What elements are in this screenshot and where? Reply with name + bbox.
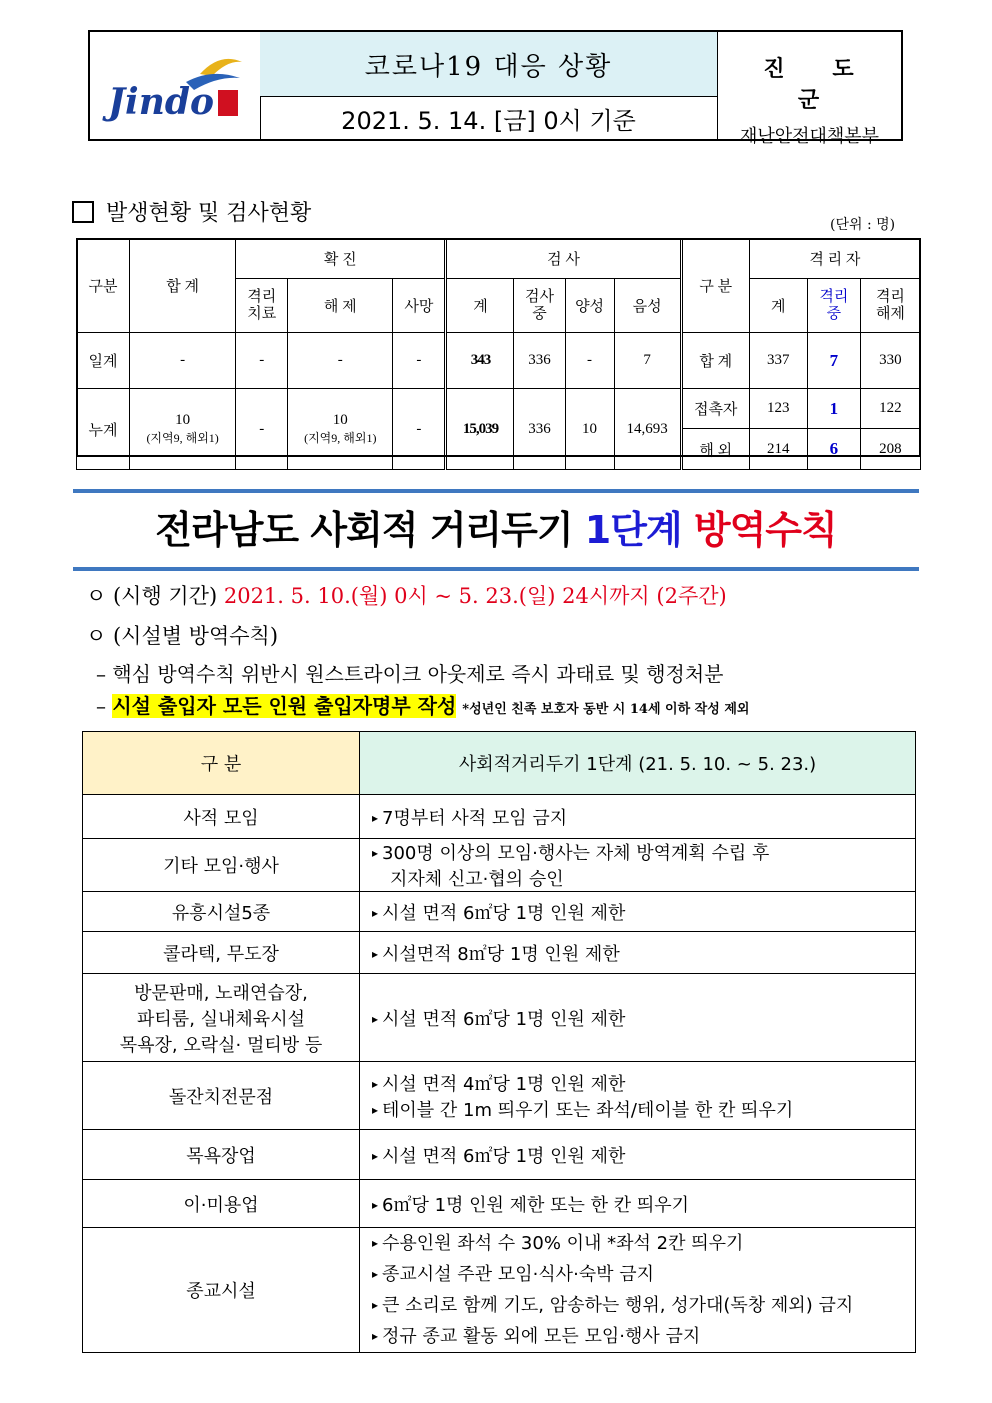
org-department: 재난안전대책본부 bbox=[739, 126, 880, 147]
header-q-total: 계 bbox=[749, 279, 807, 333]
cumulative-positive: 10 bbox=[565, 389, 614, 470]
daily-positive: - bbox=[565, 333, 614, 389]
header-quarantine: 격 리 자 bbox=[749, 239, 920, 279]
cumulative-negative: 14,693 bbox=[614, 389, 681, 470]
jindo-logo bbox=[90, 32, 261, 139]
header-total: 합 계 bbox=[130, 239, 236, 333]
q-row-total: 337 bbox=[749, 333, 807, 389]
daily-death: - bbox=[393, 333, 446, 389]
daily-negative: 7 bbox=[614, 333, 681, 389]
q-row-out: 208 bbox=[860, 429, 920, 470]
cumulative-total: 10 (지역9, 해외1) bbox=[130, 389, 236, 470]
q-row-label: 해 외 bbox=[681, 429, 749, 470]
daily-test-total: 343 bbox=[446, 333, 514, 389]
svg-text:Jindo: Jindo bbox=[108, 81, 215, 123]
header-death: 사망 bbox=[393, 279, 446, 333]
daily-total: - bbox=[130, 333, 236, 389]
q-row-in: 6 bbox=[807, 429, 860, 470]
daily-isolation: - bbox=[236, 333, 288, 389]
header-isolation: 격리 치료 bbox=[236, 279, 288, 333]
cumulative-isolation: - bbox=[236, 389, 288, 470]
rule-detail: ▸ 시설 면적 6㎡당 1명 인원 제한 bbox=[360, 1130, 916, 1180]
rules-head-left: 구 분 bbox=[83, 732, 360, 795]
rules-head-right: 사회적거리두기 1단계 (21. 5. 10. ~ 5. 23.) bbox=[360, 732, 916, 795]
header-release: 해 제 bbox=[288, 279, 393, 333]
report-date: 2021. 5. 14. [금] 0시 기준 bbox=[341, 106, 636, 135]
header-test: 검 사 bbox=[446, 239, 681, 279]
daily-testing: 336 bbox=[514, 333, 565, 389]
rule-detail: ▸ 시설면적 8㎡당 1명 인원 제한 bbox=[360, 932, 916, 974]
divider-bottom bbox=[73, 567, 919, 571]
rule-category: 이·미용업 bbox=[83, 1180, 360, 1228]
rule-detail: ▸ 300명 이상의 모임·행사는 자체 방역계획 수립 후 지자체 신고·협의 승인 bbox=[360, 839, 916, 892]
divider-top bbox=[73, 489, 919, 493]
header-test-total: 계 bbox=[446, 279, 514, 333]
header-gubun: 구분 bbox=[77, 239, 130, 333]
rule-detail: ▸ 7명부터 사적 모임 금지 bbox=[360, 795, 916, 839]
q-row-label: 합 계 bbox=[681, 333, 749, 389]
q-row-out: 330 bbox=[860, 333, 920, 389]
header-positive: 양성 bbox=[565, 279, 614, 333]
rule-detail: ▸ 시설 면적 6㎡당 1명 인원 제한 bbox=[360, 892, 916, 932]
cumulative-testing: 336 bbox=[514, 389, 565, 470]
q-row-label: 접촉자 bbox=[681, 389, 749, 429]
rule-category: 기타 모임·행사 bbox=[83, 839, 360, 892]
rule-category: 콜라텍, 무도장 bbox=[83, 932, 360, 974]
unit-label: (단위 : 명) bbox=[830, 217, 896, 233]
note-visitor-log: – 시설 출입자 모든 인원 출입자명부 작성 *성년인 친족 보호자 동반 시 14세 이하 작성 제외 bbox=[96, 694, 750, 718]
cumulative-death: - bbox=[393, 389, 446, 470]
q-row-out: 122 bbox=[860, 389, 920, 429]
rule-detail: ▸ 시설 면적 6㎡당 1명 인원 제한 bbox=[360, 974, 916, 1062]
report-header bbox=[88, 30, 903, 147]
cumulative-test-total: 15,039 bbox=[446, 389, 514, 470]
facility-label: ㅇ (시설별 방역수칙) bbox=[86, 624, 279, 648]
header-negative: 음성 bbox=[614, 279, 681, 333]
report-title: 코로나19 대응 상황 bbox=[260, 32, 717, 97]
period-line: ㅇ (시행 기간) 2021. 5. 10.(월) 0시 ~ 5. 23.(일) 24시까지 (2주간) bbox=[86, 584, 727, 608]
rule-category: 사적 모임 bbox=[83, 795, 360, 839]
rule-category: 유흥시설5종 bbox=[83, 892, 360, 932]
daily-release: - bbox=[288, 333, 393, 389]
section-title: 발생현황 및 검사현황 bbox=[72, 196, 311, 227]
rule-detail: ▸ 6㎡당 1명 인원 제한 또는 한 칸 띄우기 bbox=[360, 1180, 916, 1228]
q-row-total: 214 bbox=[749, 429, 807, 470]
rule-detail: ▸ 시설 면적 4㎡당 1명 인원 제한 ▸ 테이블 간 1m 띄우기 또는 좌석/테이블 한 칸 띄우기 bbox=[360, 1062, 916, 1130]
q-row-in: 7 bbox=[807, 333, 860, 389]
header-q-in: 격리 중 bbox=[807, 279, 860, 333]
rule-category: 목욕장업 bbox=[83, 1130, 360, 1180]
banner-title: 전라남도 사회적 거리두기 1단계 방역수칙 bbox=[155, 508, 837, 552]
header-gubun2: 구 분 bbox=[681, 239, 749, 333]
rule-category: 돌잔치전문점 bbox=[83, 1062, 360, 1130]
rule-detail: ▸ 수용인원 좌석 수 30% 이내 *좌석 2칸 띄우기 ▸ 종교시설 주관 모임·식사·숙박 금지 ▸ 큰 소리로 함께 기도, 암송하는 행위, 성가대(독창 제외) 금지 ▸ 정규 종교 활동 외에 모든 모임·행사 금지 bbox=[360, 1228, 916, 1353]
cumulative-release: 10 (지역9, 해외1) bbox=[288, 389, 393, 470]
org-name: 진 도 군 bbox=[763, 56, 874, 113]
note-one-strike: – 핵심 방역수칙 위반시 원스트라이크 아웃제로 즉시 과태료 및 행정처분 bbox=[96, 662, 724, 686]
daily-label: 일계 bbox=[77, 333, 130, 389]
rule-category: 방문판매, 노래연습장, 파티룸, 실내체육시설 목욕장, 오락실· 멀티방 등 bbox=[83, 974, 360, 1062]
header-confirmed: 확 진 bbox=[236, 239, 446, 279]
q-row-total: 123 bbox=[749, 389, 807, 429]
q-row-in: 1 bbox=[807, 389, 860, 429]
header-q-out: 격리 해제 bbox=[860, 279, 920, 333]
rules-table bbox=[82, 731, 916, 1353]
status-table bbox=[76, 238, 921, 470]
checkbox-square-icon bbox=[72, 201, 94, 223]
cumulative-label: 누계 bbox=[77, 389, 130, 470]
header-testing: 검사 중 bbox=[514, 279, 565, 333]
rule-category: 종교시설 bbox=[83, 1228, 360, 1353]
